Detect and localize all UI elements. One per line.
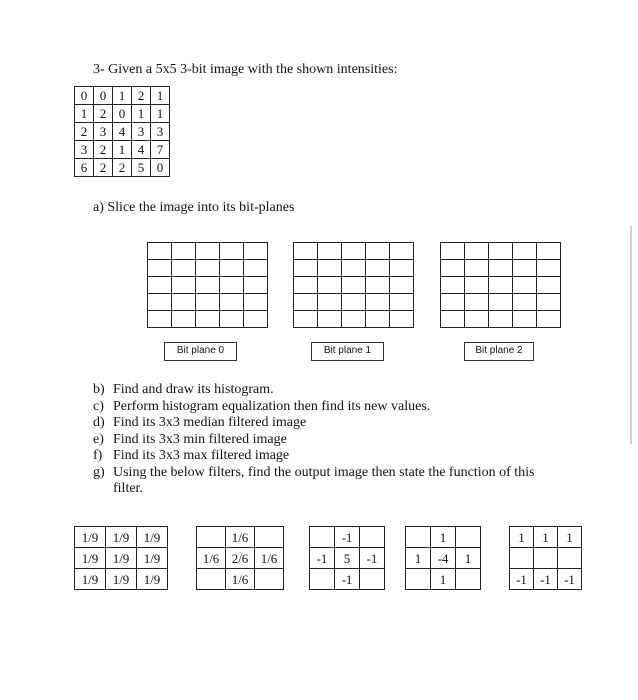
scrollbar-indicator [630, 226, 632, 444]
bit-plane-2-label: Bit plane 2 [464, 342, 534, 361]
matrix-row [75, 159, 170, 177]
matrix-cell: 3 [94, 123, 113, 141]
question-item-e: e) Find its 3x3 min filtered image [93, 431, 287, 447]
bit-plane-0-grid [147, 242, 268, 328]
bit-plane-0-label: Bit plane 0 [164, 342, 237, 361]
matrix-row [75, 87, 170, 105]
matrix-cell: 0 [75, 87, 94, 105]
part-a-text: a) Slice the image into its bit-planes [93, 200, 295, 215]
matrix-cell: 4 [113, 123, 132, 141]
matrix-cell: 1 [151, 87, 170, 105]
matrix-cell: 1 [113, 141, 132, 159]
bit-plane-1-grid [293, 242, 414, 328]
question-item-b: b) Find and draw its histogram. [93, 382, 274, 397]
matrix-cell: 2 [94, 141, 113, 159]
filter-sharpen: -1 -1 5 -1 -1 [309, 526, 385, 590]
matrix-cell: 6 [75, 159, 94, 177]
bit-plane-2-grid [440, 242, 561, 328]
matrix-cell: 0 [94, 87, 113, 105]
filter-weighted-average: 1/6 1/6 2/6 1/6 1/6 [196, 526, 284, 590]
matrix-cell: 3 [75, 141, 94, 159]
filter-laplacian: 1 1 -4 1 1 [405, 526, 481, 590]
matrix-cell: 0 [151, 159, 170, 177]
matrix-cell: 0 [113, 105, 132, 123]
question-item-c: c) Perform histogram equalization then find its new values. [93, 398, 431, 414]
question-item-g-continuation: filter. [113, 481, 143, 496]
image-matrix [74, 86, 170, 177]
matrix-cell: 3 [151, 123, 170, 141]
filter-horizontal-edge: 1 1 1 -1 -1 -1 [509, 526, 582, 590]
questions-list [93, 382, 534, 498]
matrix-cell: 4 [132, 141, 151, 159]
matrix-row [75, 123, 170, 141]
matrix-cell: 1 [151, 105, 170, 123]
matrix-cell: 2 [75, 123, 94, 141]
matrix-cell: 7 [151, 141, 170, 159]
matrix-cell: 5 [132, 159, 151, 177]
matrix-cell: 2 [113, 159, 132, 177]
matrix-cell: 1 [113, 87, 132, 105]
matrix-row [75, 105, 170, 123]
matrix-cell: 2 [94, 105, 113, 123]
matrix-cell: 1 [75, 105, 94, 123]
matrix-cell: 1 [132, 105, 151, 123]
question-item-g: g) Using the below filters, find the output image then state the function of this [93, 464, 535, 480]
bit-plane-1-label: Bit plane 1 [311, 342, 384, 361]
matrix-cell: 3 [132, 123, 151, 141]
matrix-row [75, 141, 170, 159]
question-item-f: f) Find its 3x3 max filtered image [93, 448, 290, 463]
matrix-cell: 2 [132, 87, 151, 105]
question-title: 3- Given a 5x5 3-bit image with the shown intensities: [93, 62, 398, 77]
matrix-cell: 2 [94, 159, 113, 177]
filter-averaging: 1/9 1/9 1/9 1/9 1/9 1/9 1/9 1/9 1/9 [74, 526, 168, 590]
question-item-d: d) Find its 3x3 median filtered image [93, 415, 307, 430]
